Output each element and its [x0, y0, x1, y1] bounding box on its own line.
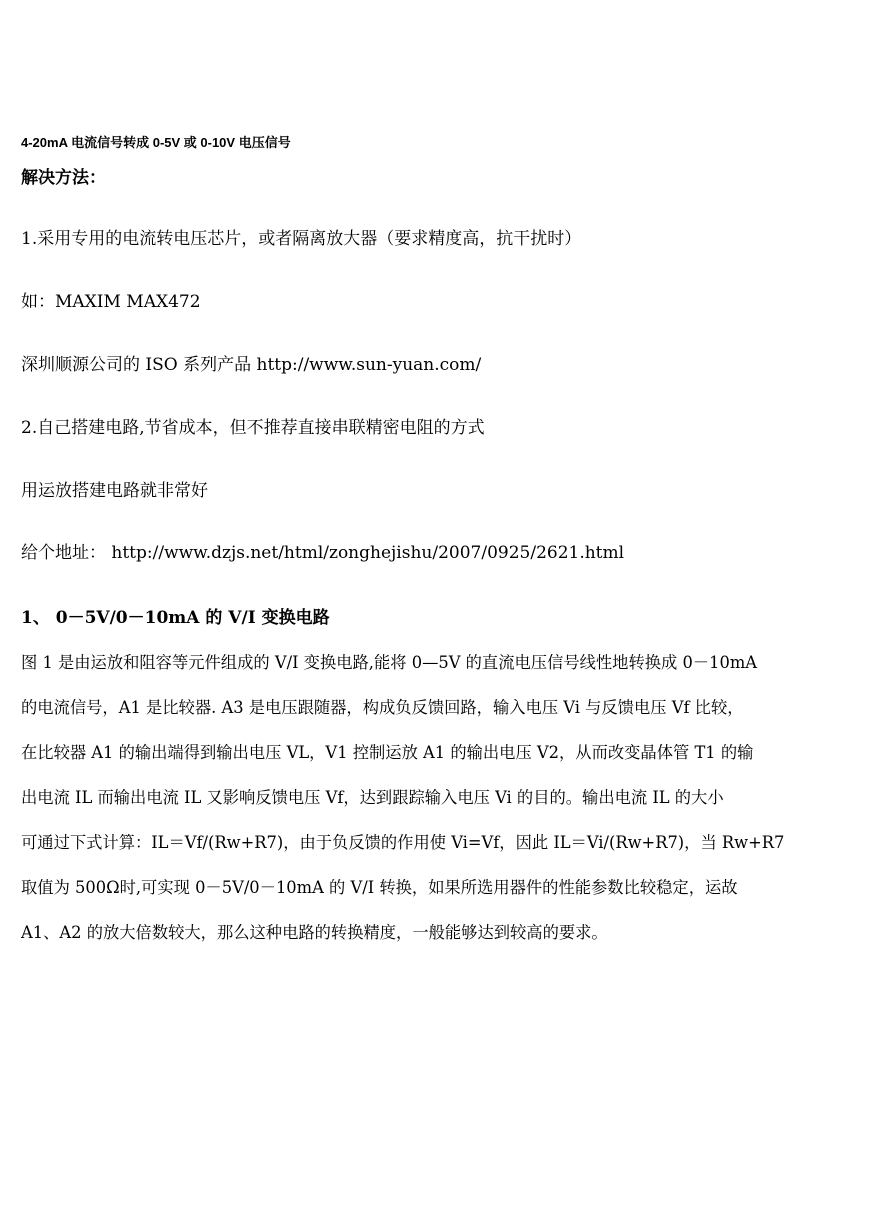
example-text: 如：MAXIM MAX472: [21, 292, 201, 312]
document-title: 4-20mA 电流信号转成 0-5V 或 0-10V 电压信号: [21, 135, 291, 150]
paragraph-line: A1、A2 的放大倍数较大，那么这种电路的转换精度，一般能够达到较高的要求。: [21, 923, 608, 942]
opamp-note: 用运放搭建电路就非常好: [21, 481, 208, 501]
paragraph-line: 取值为 500Ω时,可实现 0－5V/0－10mA 的 V/I 转换，如果所选用器件的性能参数比较稳定，运故: [21, 878, 738, 897]
method-1-text: 1.采用专用的电流转电压芯片，或者隔离放大器（要求精度高，抗干扰时）: [21, 229, 582, 249]
paragraph-line: 的电流信号，A1 是比较器. A3 是电压跟随器，构成负反馈回路，输入电压 Vi 与反馈电压 Vf 比较，: [21, 698, 744, 717]
paragraph-line: 在比较器 A1 的输出端得到输出电压 VL，V1 控制运放 A1 的输出电压 V2，从而改变晶体管 T1 的输: [21, 743, 754, 762]
paragraph-line: 可通过下式计算：IL＝Vf/(Rw+R7)，由于负反馈的作用使 Vi=Vf，因此 IL＝Vi/(Rw+R7)，当 Rw+R7: [21, 833, 785, 852]
section-heading: 1、 0－5V/0－10mA 的 V/I 变换电路: [21, 608, 330, 628]
vendor-link-text: 深圳顺源公司的 ISO 系列产品 http://www.sun-yuan.com/: [21, 355, 482, 375]
method-2-text: 2.自己搭建电路,节省成本，但不推荐直接串联精密电阻的方式: [21, 418, 485, 438]
solution-heading: 解决方法：: [21, 168, 106, 188]
paragraph-line: 出电流 IL 而输出电流 IL 又影响反馈电压 Vf，达到跟踪输入电压 Vi 的目的。输出电流 IL 的大小: [21, 788, 724, 807]
reference-address: 给个地址： http://www.dzjs.net/html/zonghejishu/2007/0925/2621.html: [21, 543, 625, 563]
paragraph-line: 图 1 是由运放和阻容等元件组成的 V/I 变换电路,能将 0—5V 的直流电压信号线性地转换成 0－10mA: [21, 653, 758, 672]
